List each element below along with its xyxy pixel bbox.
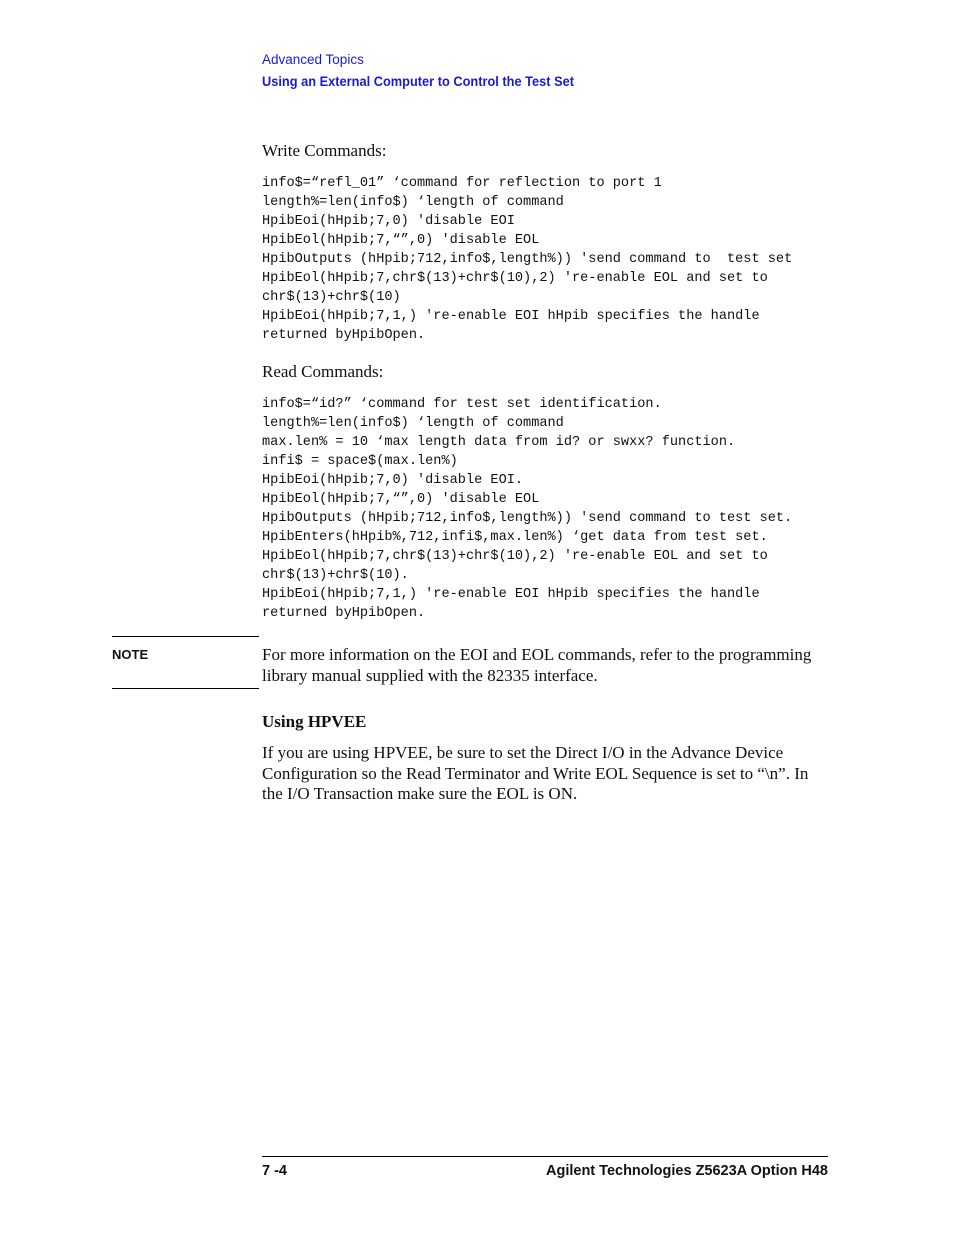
breadcrumb-section: Advanced Topics: [262, 52, 364, 67]
read-commands-code: info$=“id?” ‘command for test set identification. length%=len(info$) ‘length of command max.len% = 10 ‘max length data from id? or swxx? function. infi$ = space$(max.len%) HpibEoi(hHpib;7,0) 'disable EOI. HpibEol(hHpib;7,“”,0) 'disable EOL HpibOutputs (hHpib;712,info$,length%)) 'send command to test set. HpibEnters(hHpib%,712,infi$,max.len%) ‘get data from test set. HpibEol(hHpib;7,chr$(13)+chr$(10),2) 're-enable EOL and set to chr$(13)+chr$(10). HpibEoi(hHpib;7,1,) 're-enable EOI hHpib specifies the handle returned byHpibOpen.: [262, 397, 793, 621]
breadcrumb-topic: Using an External Computer to Control the Test Set: [262, 74, 575, 89]
note-bottom-rule: [112, 688, 259, 689]
note-text: For more information on the EOI and EOL commands, refer to the programming library manual supplied with the 82335 interface.: [262, 645, 812, 685]
read-commands-heading: Read Commands:: [262, 362, 384, 381]
page-number: 7 -4: [262, 1163, 287, 1179]
write-commands-code: info$=“refl_01” ‘command for reflection to port 1 length%=len(info$) ‘length of command HpibEoi(hHpib;7,0) 'disable EOI HpibEol(hHpib;7,“”,0) 'disable EOL HpibOutputs (hHpib;712,info$,length%)) 'send command to test set HpibEol(hHpib;7,chr$(13)+chr$(10),2) 're-enable EOL and set to chr$(13)+chr$(10) HpibEoi(hHpib;7,1,) 're-enable EOI hHpib specifies the handle returned byHpibOpen.: [262, 176, 793, 343]
hpvee-paragraph: If you are using HPVEE, be sure to set the Direct I/O in the Advance Device Configuration so the Read Terminator and Write EOL Sequence is set to “\n”. In the I/O Transaction make sure the EOL is ON.: [262, 743, 809, 803]
footer-rule: [262, 1156, 828, 1157]
document-title: Agilent Technologies Z5623A Option H48: [546, 1163, 828, 1179]
note-top-rule: [112, 636, 259, 637]
note-label: NOTE: [112, 647, 149, 662]
hpvee-heading: Using HPVEE: [262, 712, 367, 731]
write-commands-heading: Write Commands:: [262, 141, 387, 160]
